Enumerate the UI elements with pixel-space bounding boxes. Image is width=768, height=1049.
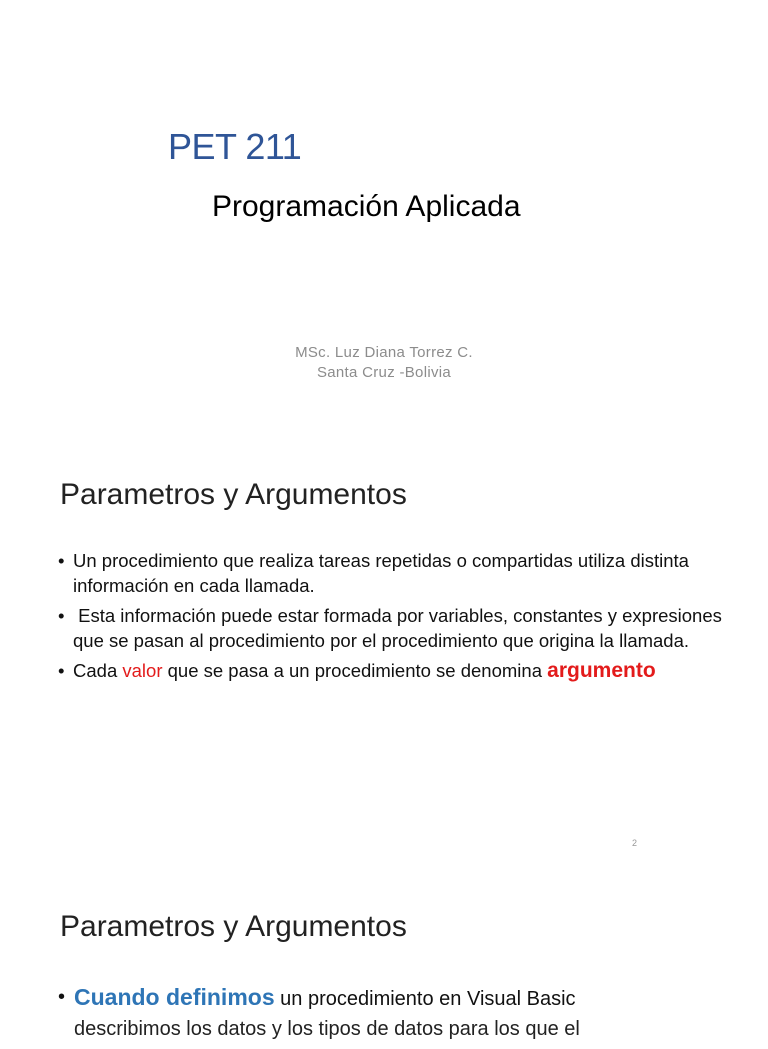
course-title: Programación Aplicada: [212, 190, 521, 223]
slide-heading: Parametros y Argumentos: [60, 910, 407, 943]
bullet-list: [58, 982, 728, 1049]
highlight-valor: valor: [122, 660, 163, 681]
bullet-text: Un procedimiento que realiza tareas repetidas o compartidas utiliza distinta información en cada llamada.: [73, 550, 689, 596]
bullet-text: Esta información puede estar formada por variables, constantes y expresiones que se pasan al procedimiento por el procedimiento que origina la llamada.: [73, 605, 728, 651]
bullet-text-line2: describimos los datos y los tipos de datos para los que el: [74, 1018, 580, 1040]
highlight-cuando-definimos: Cuando definimos: [74, 984, 275, 1010]
slide-title: [0, 0, 768, 450]
slide-heading: Parametros y Argumentos: [60, 478, 407, 511]
bullet-icon: •: [58, 986, 66, 1008]
bullet-text: un procedimiento en Visual Basic: [274, 988, 576, 1010]
author-block: [0, 343, 768, 383]
author-name: MSc. Luz Diana Torrez C.: [295, 344, 473, 361]
bullet-list: [58, 548, 728, 688]
bullet-icon: •: [58, 660, 65, 681]
list-item: [58, 603, 728, 653]
page-number: 2: [632, 838, 638, 848]
bullet-icon: •: [58, 550, 65, 571]
bullet-text-pre: Cada: [73, 660, 123, 681]
list-item: [58, 658, 728, 683]
author-location: Santa Cruz -Bolivia: [316, 364, 452, 381]
course-code: PET 211: [168, 126, 302, 167]
bullet-text-mid: que se pasa a un procedimiento se denomina: [162, 660, 548, 681]
highlight-argumento: argumento: [547, 659, 656, 682]
bullet-icon: •: [58, 605, 65, 626]
slide-parametros-1: [0, 450, 768, 862]
list-item: [58, 982, 728, 1044]
slide-parametros-2: [0, 862, 768, 1040]
list-item: [58, 548, 728, 598]
